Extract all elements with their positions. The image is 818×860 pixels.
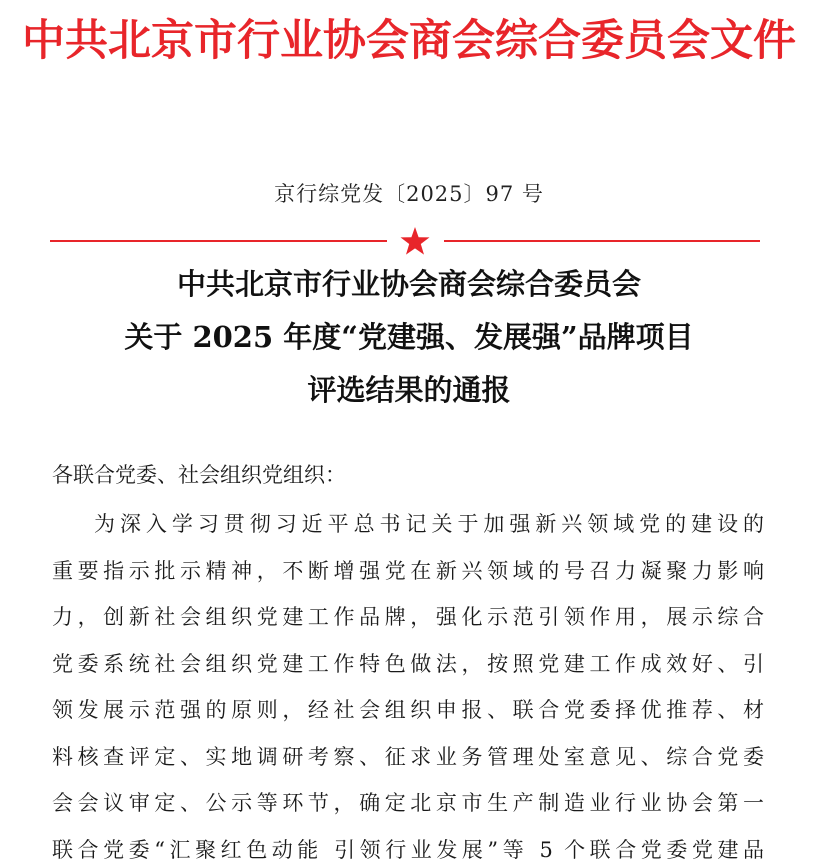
- header-divider-right: [444, 240, 760, 242]
- body-line: 料核查评定、实地调研考察、征求业务管理处室意见、综合党委: [52, 744, 764, 769]
- body-line: 联合党委“汇聚红色动能 引领行业发展”等 5 个联合党委党建品: [52, 837, 764, 860]
- salutation: 各联合党委、社会组织党组织：: [52, 463, 346, 487]
- red-star-shape: [401, 227, 430, 255]
- document-number: 京行综党发〔2025〕97 号: [274, 182, 544, 206]
- notice-title-line-2: 关于 2025 年度“党建强、发展强”品牌项目: [124, 320, 694, 354]
- notice-title-line-1: 中共北京市行业协会商会综合委员会: [176, 267, 641, 301]
- header-divider-left: [50, 240, 387, 242]
- red-star-icon: [399, 226, 431, 256]
- issuer-header-title: 中共北京市行业协会商会综合委员会文件: [22, 16, 796, 66]
- body-line: 为深入学习贯彻习近平总书记关于加强新兴领域党的建设的: [94, 512, 764, 536]
- body-line: 领发展示范强的原则，经社会组织申报、联合党委择优推荐、材: [52, 698, 764, 722]
- body-line: 会会议审定、公示等环节，确定北京市生产制造业行业协会第一: [52, 791, 764, 815]
- notice-title: [0, 258, 818, 417]
- body-line: 力，创新社会组织党建工作品牌，强化示范引领作用，展示综合: [52, 605, 764, 629]
- body-line: 党委系统社会组织党建工作特色做法，按照党建工作成效好、引: [52, 651, 764, 676]
- body-paragraph: [52, 509, 764, 860]
- body-line: 重要指示批示精神，不断增强党在新兴领域的号召力凝聚力影响: [52, 558, 764, 583]
- notice-title-line-3: 评选结果的通报: [307, 373, 511, 407]
